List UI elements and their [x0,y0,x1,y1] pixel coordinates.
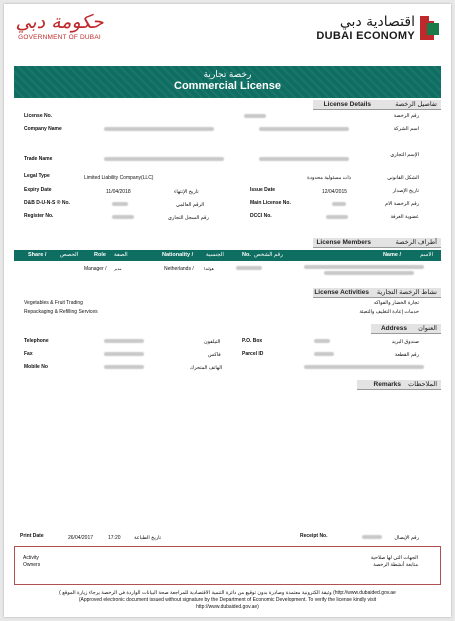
members-table-header [14,250,441,261]
section-license-details [313,100,441,110]
print-time-value: 17:20 [108,535,121,541]
col-role-ar: الصفة [114,252,128,258]
legal-type-value: Limited Liability Company(LLC) [84,175,154,181]
member-role: Manager / [84,266,107,272]
main-license-label-ar: رقم الرخصة الام [384,201,419,207]
company-name-label-ar: اسم الشركة [393,126,419,132]
section-title: Address [380,325,407,332]
footer-line-en: (Approved electronic document issued without signature by the Department of Economic Development. To verify the license kindly visit [78,597,377,603]
license-no-label-ar: رقم الرخصة [393,113,419,119]
section-license-activities [313,288,441,298]
mobile-label-ar: الهاتف المتحرك [190,365,223,371]
col-nationality: Nationality / [162,252,194,258]
activity-item-ar: تجارة الخضار والفواكه [373,300,419,306]
company-name-label: Company Name [24,126,62,132]
owners-approval-label: Owners [23,562,41,568]
print-date-value: 26/04/2017 [68,535,94,541]
col-name-ar: الاسم [420,252,433,258]
issue-date-label-ar: تاريخ الإصدار [392,188,419,194]
section-remarks [357,380,441,390]
license-no-value [244,114,266,118]
expiry-date-label-ar: تاريخ الإنتهاء [174,189,199,195]
section-title-ar: أطراف الرخصة [395,239,437,246]
legal-type-label: Legal Type [24,173,50,179]
trade-name-value [104,157,224,161]
footer-url: http://www.dubaided.gov.ae) [196,604,259,610]
banner-arabic: رخصة تجارية [203,69,252,79]
main-license-label: Main License No. [250,200,291,206]
fax-label-ar: فاكس [208,352,221,358]
print-date-label: Print Date [20,533,44,539]
telephone-label: Telephone [24,338,49,344]
activity-item: Vegetables & Fruit Trading [24,300,83,306]
legal-type-label-ar: الشكل القانوني [387,175,419,181]
legal-type-value-ar: ذات مسئولية محدودة [307,175,351,181]
trade-name-value-ar [259,157,349,161]
receipt-label: Receipt No. [300,533,328,539]
parcel-label: Parcel ID [242,351,264,357]
register-no-label-ar: رقم السجل التجاري [168,215,209,221]
mobile-label: Mobile No [24,364,48,370]
parcel-label-ar: رقم القطعة [394,352,419,358]
license-banner [14,66,441,98]
company-name-value-ar [259,127,349,131]
col-share: Share / [28,252,47,258]
fax-value [104,352,144,356]
issue-date-value: 12/04/2015 [322,189,348,195]
member-name [304,265,424,269]
col-no: No. [242,252,251,258]
col-share-ar: الحصص [60,252,79,258]
activity-approval-label: Activity [23,555,39,561]
print-date-label-ar: تاريخ الطباعة [134,535,162,541]
expiry-date-value: 11/04/2018 [106,189,131,195]
col-nationality-ar: الجنسية [206,252,224,258]
section-title-ar: العنوان [418,325,437,332]
member-role-ar: مدير [114,266,122,271]
parcel-value [314,352,334,356]
receipt-value [362,535,382,539]
pobox-label: P.O. Box [242,338,263,344]
section-address [371,324,441,334]
telephone-label-ar: التيلفون [204,339,221,345]
register-no-label: Register No. [24,213,54,219]
license-no-label: License No. [24,113,53,119]
activity-item-ar: خدمات إعادة التغليف والتعبئة [359,309,419,315]
duns-value [112,202,128,206]
owners-approval-label-ar: متابعة أنشطة الرخصة [373,562,418,568]
de-english-title: DUBAI ECONOMY [316,30,415,42]
section-title: Remarks [373,381,401,388]
member-nationality: Netherlands / [164,266,194,272]
dcci-label: DCCI No. [250,213,272,219]
section-title: License Details [323,101,371,108]
duns-label: D&B D-U-N-S ® No. [24,200,70,206]
pobox-label-ar: صندوق البريد [391,339,419,345]
government-logo [12,12,107,41]
main-license-value [332,202,346,206]
register-no-value [112,215,134,219]
member-nationality-ar: هولندا [204,266,214,271]
pobox-value [314,339,330,343]
address-value [304,365,424,369]
section-title-ar: نشاط الرخصة التجارية [376,289,437,296]
expiry-date-label: Expiry Date [24,187,52,193]
trade-name-label: Trade Name [24,156,53,162]
member-name-ar [324,271,414,275]
approvals-box [14,546,441,585]
mobile-value [104,365,144,369]
fax-label: Fax [24,351,33,357]
issue-date-label: Issue Date [250,187,276,193]
footer-line-ar: ( وثيقة الكترونية معتمدة وصادرة بدون توقيع من دائرة التنمية الاقتصادية للمراجعة صحة البيانات الواردة في الرخصة يرجاء زيارة الموقع (http://www.dubaided.gov.ae [59,590,396,596]
dubai-economy-logo [299,14,439,42]
company-name-value [104,127,214,131]
trade-name-label-ar: الإسم التجاري [390,152,419,158]
section-title: License Activities [314,289,369,296]
duns-label-ar: الرقم العالمي [176,202,205,208]
license-document [4,4,451,617]
banner-english: Commercial License [174,80,281,92]
section-title-ar: الملاحظات [408,381,437,388]
section-license-members [313,238,441,248]
member-no [236,266,262,270]
telephone-value [104,339,144,343]
dubai-economy-emblem-icon [419,14,439,42]
dcci-label-ar: عضوية الغرفة [390,214,419,220]
section-title-ar: تفاصيل الرخصة [395,101,437,108]
de-arabic-title: اقتصادية دبي [339,14,415,30]
receipt-label-ar: رقم الإيصال [394,535,419,541]
gov-arabic-logo: حكومة دبي [15,11,104,33]
activity-approval-label-ar: الجهات التي لها صلاحية [370,555,418,561]
section-title: License Members [316,239,371,246]
activity-item: Repackaging & Refilling Services [24,309,98,315]
col-role: Role [94,252,106,258]
col-name: Name / [382,252,401,258]
gov-english-title: GOVERNMENT OF DUBAI [18,34,101,41]
footer-note [14,590,441,611]
dcci-value [326,215,348,219]
col-no-ar: رقم الشخص [254,252,283,258]
